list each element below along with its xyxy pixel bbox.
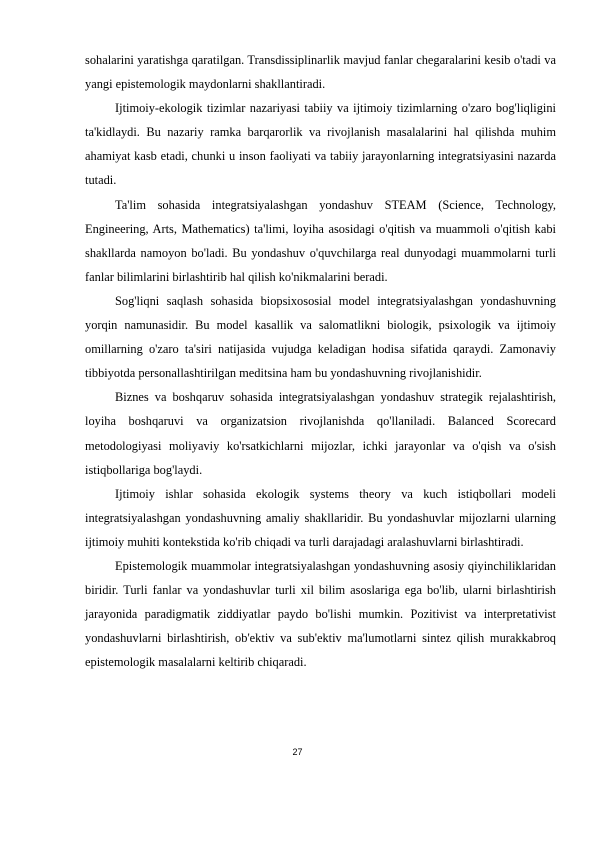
- paragraph-social-work: Ijtimoiy ishlar sohasida ekologik systems theory va kuch istiqbollari modeli integratsiyalashgan yondashuvning amaliy shakllaridir. Bu yondashuvlar mijozlarni ularning ijtimoiy muhiti kontekstida ko'rib chiqadi va turli darajadagi aralashuvlarni birlashtiradi.: [85, 486, 556, 549]
- paragraph-business-management: Biznes va boshqaruv sohasida integratsiyalashgan yondashuv strategik rejalashtirish, loyiha boshqaruvi va organizatsion rivojlanishda qo'llaniladi. Balanced Scorecard metodologiyasi moliyaviy ko'rsatkichlarni mijozlar, ichki jarayonlar va o'qish va o'sish istiqbollariga bog'laydi.: [85, 390, 556, 477]
- page-body: [85, 48, 556, 674]
- paragraph-continuation: sohalarini yaratishga qaratilgan. Transdissiplinarlik mavjud fanlar chegaralarini kesib o'tadi va yangi epistemologik maydonlarni shakllantiradi.: [85, 53, 556, 92]
- paragraph-education-steam: Ta'lim sohasida integratsiyalashgan yondashuv STEAM (Science, Technology, Engineering, Arts, Mathematics) ta'limi, loyiha asosidagi o'qitish va muammoli o'qitish kabi shakllarda namoyon bo'ladi. Bu yondashuv o'quvchilarga real dunyodagi muammolarni turli fanlar bilimlarini birlashtirib hal qilish ko'nikmalarini beradi.: [85, 197, 556, 284]
- paragraph-healthcare-biopsychosocial: Sog'liqni saqlash sohasida biopsixososial model integratsiyalashgan yondashuvning yorqin namunasidir. Bu model kasallik va salomatlikni biologik, psixologik va ijtimoiy omillarning o'zaro ta'siri natijasida vujudga keladigan hodisa sifatida qaraydi. Zamonaviy tibbiyotda personallashtirilgan meditsina ham bu yondashuvning rivojlanishidir.: [85, 293, 556, 381]
- paragraph-epistemological-problems: Epistemologik muammolar integratsiyalashgan yondashuvning asosiy qiyinchiliklaridan biridir. Turli fanlar va yondashuvlar turli xil bilim asoslariga ega bo'lib, ularni birlashtirish jarayonida paradigmatik ziddiyatlar paydo bo'lishi mumkin. Pozitivist va interpretativist yondashuvlarni birlashtirish, ob'ektiv va sub'ektiv ma'lumotlarni sintez qilish murakkabroq epistemologik masalalarni keltirib chiqaradi.: [85, 558, 556, 670]
- paragraph-social-ecological-systems: Ijtimoiy-ekologik tizimlar nazariyasi tabiiy va ijtimoiy tizimlarning o'zaro bog'liqligini ta'kidlaydi. Bu nazariy ramka barqarorlik va rivojlanish masalalarini hal qilishda muhim ahamiyat kasb etadi, chunki u inson faoliyati va tabiiy jarayonlarning integratsiyasini nazarda tutadi.: [85, 101, 556, 188]
- page-number: 27: [292, 747, 303, 757]
